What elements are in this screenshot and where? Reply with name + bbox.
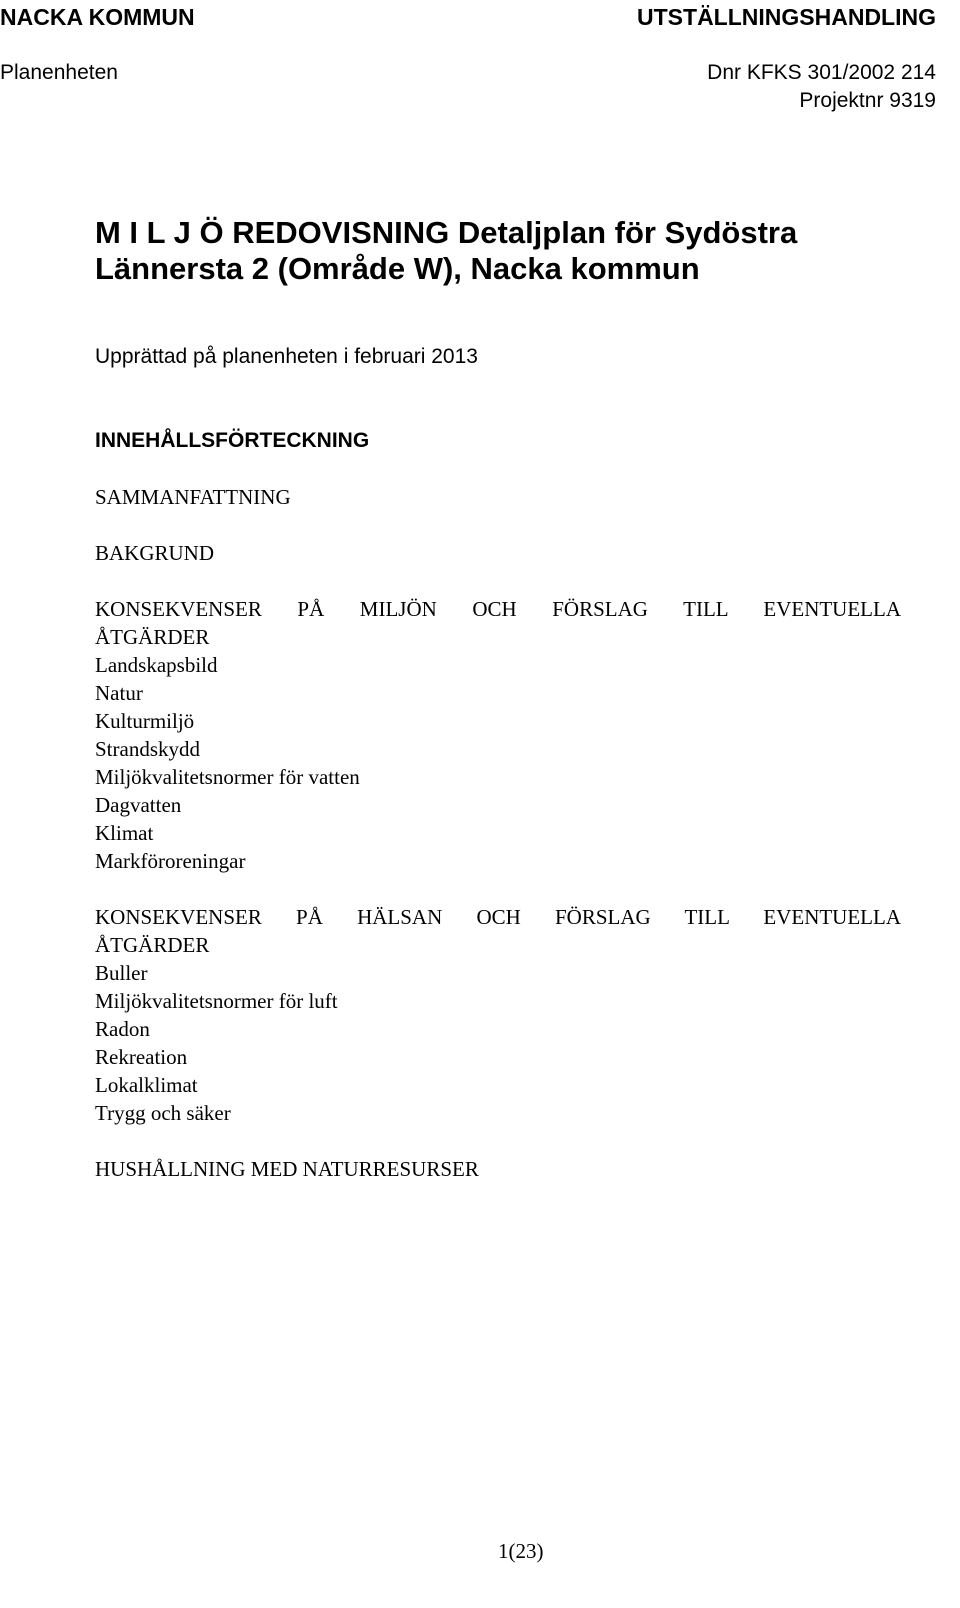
toc-entry: Strandskydd	[95, 737, 200, 761]
toc-entry: Kulturmiljö	[95, 709, 195, 733]
toc-section-environment-heading: KONSEKVENSER PÅ MILJÖN OCH FÖRSLAG TILL EVENTUELLA	[95, 597, 901, 621]
toc-entry: Markföroreningar	[95, 849, 246, 873]
toc-entry: Natur	[95, 681, 143, 705]
toc-section-health-heading-cont: ÅTGÄRDER	[95, 933, 210, 957]
toc-entry-resources: HUSHÅLLNING MED NATURRESURSER	[95, 1157, 479, 1181]
toc-entry: Landskapsbild	[95, 653, 218, 677]
toc-section-environment-heading-cont: ÅTGÄRDER	[95, 625, 210, 649]
toc-entry: Radon	[95, 1017, 150, 1041]
toc-entry: Lokalklimat	[95, 1073, 198, 1097]
document-title	[95, 215, 915, 287]
prepared-note: Upprättad på planenheten i februari 2013	[95, 345, 478, 368]
toc-entry: Buller	[95, 961, 148, 985]
project-number: Projektnr 9319	[799, 89, 936, 112]
toc-heading: INNEHÅLLSFÖRTECKNING	[95, 429, 370, 452]
registration-number: Dnr KFKS 301/2002 214	[707, 61, 936, 84]
organization-name: NACKA KOMMUN	[0, 4, 195, 30]
toc-entry: Miljökvalitetsnormer för vatten	[95, 765, 360, 789]
document-title-line-1: M I L J Ö REDOVISNING Detaljplan för Sydöstra	[95, 215, 798, 250]
toc-entry: Miljökvalitetsnormer för luft	[95, 989, 338, 1013]
page-number: 1(23)	[498, 1539, 544, 1563]
toc-entry: Rekreation	[95, 1045, 188, 1069]
document-status: UTSTÄLLNINGSHANDLING	[637, 4, 936, 30]
toc-entry-background: BAKGRUND	[95, 541, 215, 565]
toc-entry: Klimat	[95, 821, 154, 845]
document-title-line-2: Lännersta 2 (Område W), Nacka kommun	[95, 251, 700, 286]
department-name: Planenheten	[0, 61, 118, 84]
toc-section-health-heading: KONSEKVENSER PÅ HÄLSAN OCH FÖRSLAG TILL EVENTUELLA	[95, 905, 901, 929]
toc-entry: Dagvatten	[95, 793, 182, 817]
toc-entry: Trygg och säker	[95, 1101, 231, 1125]
toc-entry-summary: SAMMANFATTNING	[95, 485, 291, 509]
